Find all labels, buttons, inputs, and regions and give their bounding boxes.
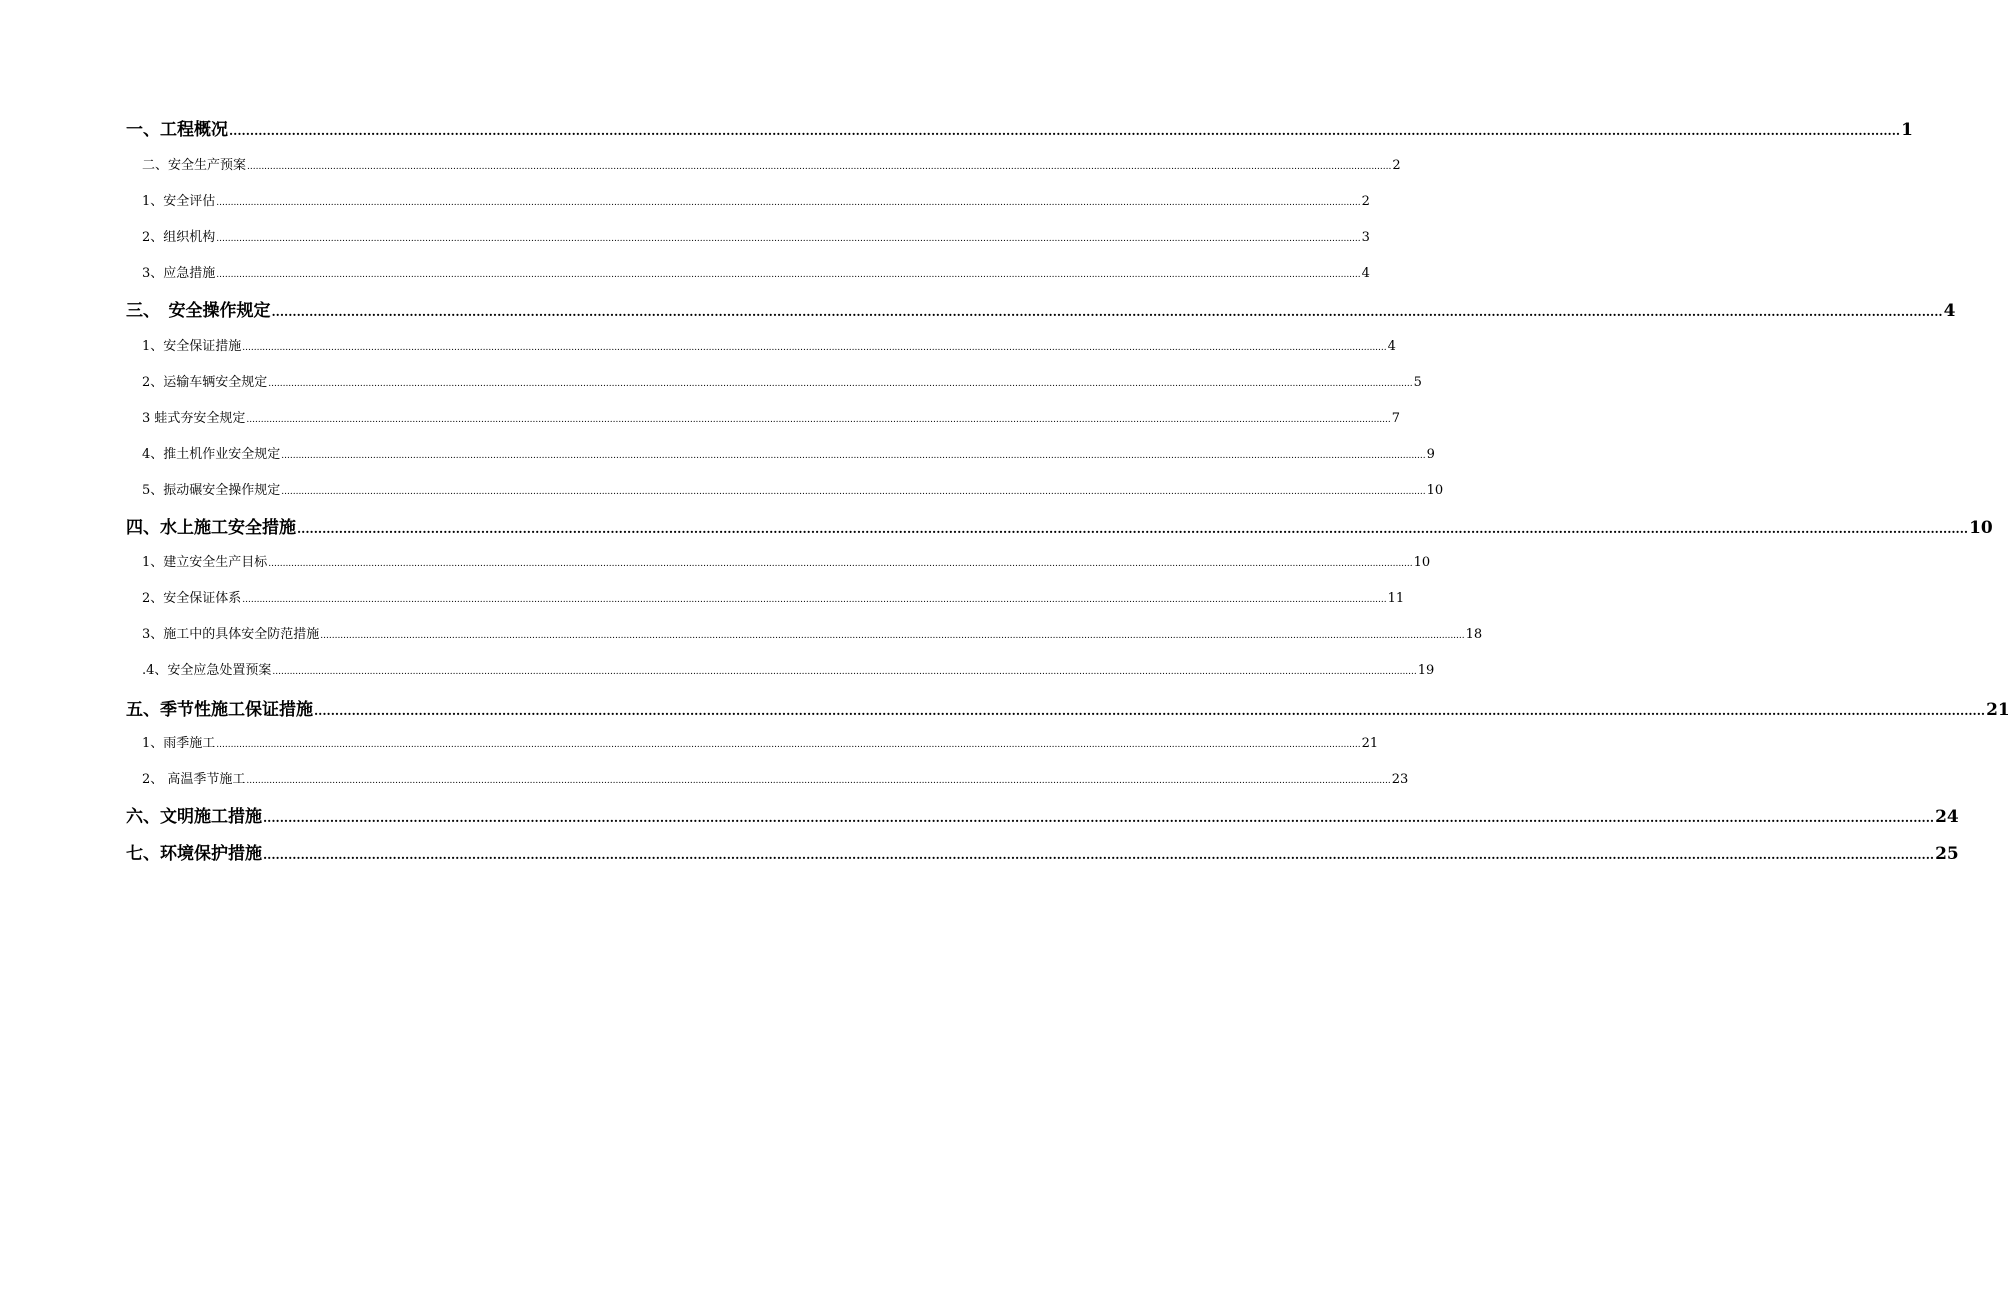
toc-entry[interactable]: [126, 735, 1379, 753]
dot-leader: ................................................................................................................................................................................................................................................................................................................................................................................................................: [314, 704, 1986, 718]
dot-leader: ................................................................................................................................................................................................................................................................................................................................................................................................................: [268, 559, 1413, 569]
toc-entry[interactable]: [126, 662, 1435, 680]
toc-entry-page: 5: [1413, 375, 1422, 390]
toc-entry-page: 10: [1426, 483, 1444, 498]
toc-entry-page: 24: [1935, 807, 1959, 827]
toc-entry-label: 2、安全保证体系: [142, 591, 242, 606]
toc-entry-page: 23: [1391, 772, 1409, 787]
toc-entry-page: 2: [1392, 158, 1401, 173]
dot-leader: ................................................................................................................................................................................................................................................................................................................................................................................................................: [281, 451, 1426, 461]
toc-entry-label: 3 蛙式夯安全规定: [142, 411, 246, 426]
toc-entry[interactable]: [126, 771, 1409, 789]
toc-entry-label: 3、施工中的具体安全防范措施: [142, 627, 320, 642]
toc-entry-page: 7: [1391, 411, 1401, 426]
toc-entry-label: 七、环境保护措施: [126, 844, 262, 864]
toc-entry[interactable]: [126, 554, 1431, 572]
dot-leader: ................................................................................................................................................................................................................................................................................................................................................................................................................: [242, 595, 1387, 605]
dot-leader: ................................................................................................................................................................................................................................................................................................................................................................................................................: [246, 776, 1391, 786]
toc-entry[interactable]: [126, 590, 1405, 608]
toc-entry-label: 1、安全评估: [142, 194, 216, 209]
toc-entry-page: 10: [1969, 518, 1993, 538]
toc-entry-label: .4、安全应急处置预案: [142, 663, 272, 678]
toc-entry-label: 2、组织机构: [142, 230, 216, 245]
toc-entry[interactable]: [126, 374, 1422, 392]
dot-leader: ................................................................................................................................................................................................................................................................................................................................................................................................................: [216, 234, 1361, 244]
toc-entry-page: 18: [1465, 627, 1483, 642]
toc-entry[interactable]: [126, 446, 1435, 464]
dot-leader: ................................................................................................................................................................................................................................................................................................................................................................................................................: [216, 198, 1361, 208]
toc-entry-label: 二、安全生产预案: [142, 158, 247, 173]
toc-entry[interactable]: [126, 119, 1913, 141]
dot-leader: ................................................................................................................................................................................................................................................................................................................................................................................................................: [272, 667, 1417, 677]
toc-entry-label: 1、雨季施工: [142, 736, 216, 751]
toc-entry[interactable]: [126, 482, 1444, 500]
dot-leader: ................................................................................................................................................................................................................................................................................................................................................................................................................: [229, 124, 1901, 138]
toc-entry-label: 3、应急措施: [142, 266, 216, 281]
toc-entry-label: 1、建立安全生产目标: [142, 555, 268, 570]
dot-leader: ................................................................................................................................................................................................................................................................................................................................................................................................................: [271, 305, 1943, 319]
toc-entry-page: 4: [1387, 339, 1396, 354]
toc-entry-page: 21: [1986, 700, 2010, 720]
toc-entry-page: 1: [1901, 120, 1913, 140]
toc-entry[interactable]: [126, 806, 1959, 828]
toc-entry-label: 2、 高温季节施工: [142, 772, 246, 787]
toc-entry-page: 21: [1361, 736, 1379, 751]
toc-entry-page: 4: [1361, 266, 1370, 281]
dot-leader: ................................................................................................................................................................................................................................................................................................................................................................................................................: [268, 379, 1413, 389]
dot-leader: ................................................................................................................................................................................................................................................................................................................................................................................................................: [320, 631, 1465, 641]
toc-entry-label: 五、季节性施工保证措施: [126, 700, 313, 720]
dot-leader: ................................................................................................................................................................................................................................................................................................................................................................................................................: [246, 415, 1391, 425]
toc-entry[interactable]: [126, 517, 1993, 539]
toc-entry-label: 四、水上施工安全措施: [126, 518, 296, 538]
toc-entry-label: 六、文明施工措施: [126, 807, 262, 827]
toc-entry[interactable]: [126, 265, 1370, 283]
toc-entry-page: 19: [1417, 663, 1435, 678]
toc-entry[interactable]: [126, 626, 1483, 644]
toc-entry[interactable]: [126, 193, 1370, 211]
toc-entry[interactable]: [126, 843, 1959, 865]
toc-entry-label: 一、工程概况: [126, 120, 228, 140]
toc-entry-label: 5、振动碾安全操作规定: [142, 483, 281, 498]
toc-entry-page: 3: [1361, 230, 1370, 245]
dot-leader: ................................................................................................................................................................................................................................................................................................................................................................................................................: [216, 270, 1361, 280]
toc-entry-page: 9: [1426, 447, 1435, 462]
toc-entry[interactable]: [126, 410, 1401, 428]
toc-entry[interactable]: [126, 229, 1370, 247]
toc-entry[interactable]: [126, 300, 1956, 322]
toc-entry-page: 11: [1387, 591, 1405, 606]
dot-leader: ................................................................................................................................................................................................................................................................................................................................................................................................................: [216, 740, 1361, 750]
dot-leader: ................................................................................................................................................................................................................................................................................................................................................................................................................: [263, 848, 1935, 862]
dot-leader: ................................................................................................................................................................................................................................................................................................................................................................................................................: [281, 487, 1426, 497]
toc-entry[interactable]: [126, 157, 1401, 175]
toc-entry-label: 三、 安全操作规定: [126, 301, 271, 321]
dot-leader: ................................................................................................................................................................................................................................................................................................................................................................................................................: [297, 522, 1969, 536]
toc-entry-page: 4: [1943, 301, 1956, 321]
toc-entry-page: 10: [1413, 555, 1431, 570]
toc-entry-label: 4、推土机作业安全规定: [142, 447, 281, 462]
dot-leader: ................................................................................................................................................................................................................................................................................................................................................................................................................: [247, 162, 1392, 172]
toc-entry-page: 25: [1935, 844, 1959, 864]
dot-leader: ................................................................................................................................................................................................................................................................................................................................................................................................................: [263, 811, 1935, 825]
toc-entry[interactable]: [126, 338, 1396, 356]
dot-leader: ................................................................................................................................................................................................................................................................................................................................................................................................................: [242, 343, 1387, 353]
toc-entry[interactable]: [126, 699, 2010, 721]
toc-entry-label: 1、安全保证措施: [142, 339, 242, 354]
toc-entry-page: 2: [1361, 194, 1370, 209]
toc-entry-label: 2、运输车辆安全规定: [142, 375, 268, 390]
